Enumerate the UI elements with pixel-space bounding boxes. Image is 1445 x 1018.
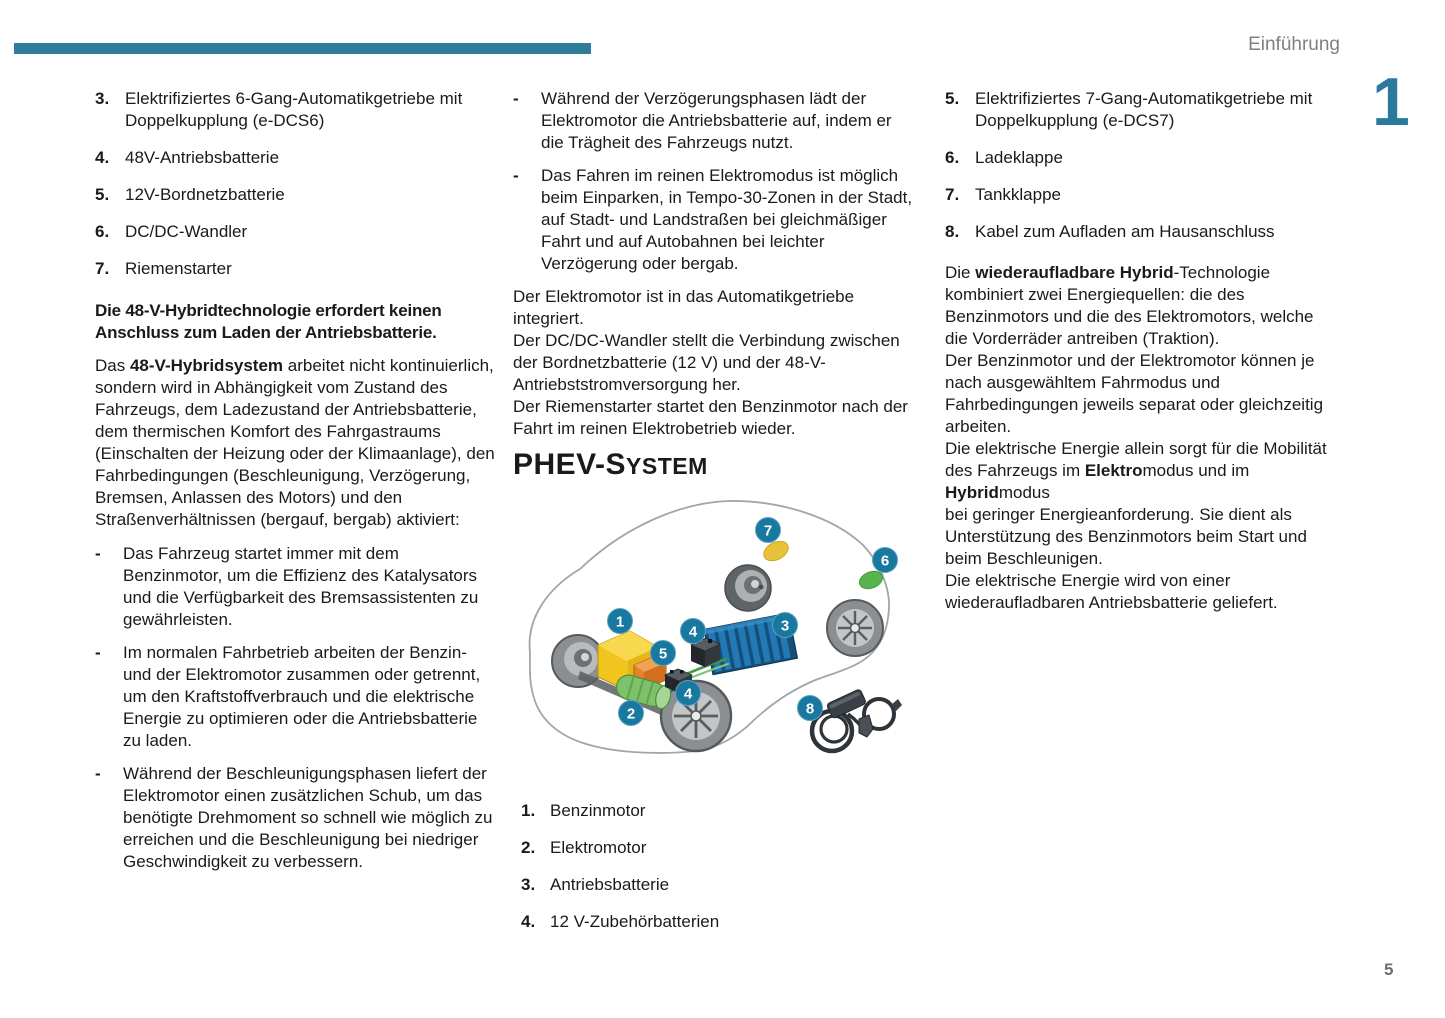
legend-item-text: Benzinmotor — [550, 801, 646, 820]
paragraph-line: Der Riemenstarter startet den Benzinmotor nach der Fahrt im reinen Elektrobetrieb wieder. — [513, 397, 908, 438]
diagram-legend — [513, 800, 913, 933]
legend-item — [521, 837, 913, 859]
bullet-text: Das Fahrzeug startet immer mit dem Benzinmotor, um die Effizienz des Katalysators und die Verfügbarkeit des Bremsassistenten zu gewährleisten. — [123, 544, 479, 629]
list-item-number: 5. — [95, 185, 110, 204]
paragraph-line: Der Elektromotor ist in das Automatikgetriebe integriert. — [513, 287, 855, 328]
list-item — [95, 147, 495, 169]
paragraph-text: modus und im — [1142, 461, 1250, 480]
paragraph-text: Die elektrische Energie allein sorgt für die Mobilität des Fahrzeugs im — [945, 439, 1327, 480]
list-item-number: 3. — [95, 89, 110, 108]
bullet-text: Während der Beschleunigungsphasen liefert der Elektromotor einen zusätzlichen Schub, um das benötigte Drehmoment so schnell wie möglich zu erreichen und die Beschleunigung bei niedriger Geschwindigkeit zu verbessern. — [123, 764, 493, 871]
bullet-marker: - — [95, 643, 101, 662]
legend-item — [521, 800, 913, 822]
legend-item — [521, 874, 913, 896]
paragraph-line: Der DC/DC-Wandler stellt die Verbindung zwischen der Bordnetzbatterie (12 V) und der 48-V-Antriebststromversorgung her. — [513, 331, 900, 394]
paragraph-bold: Elektro — [1084, 461, 1143, 480]
section-label: Einführung — [1248, 34, 1340, 55]
paragraph-bold: wiederaufladbare Hybrid — [975, 263, 1174, 282]
badge-7: 7 — [763, 522, 773, 540]
badge-6: 6 — [880, 552, 890, 570]
list-item-text: Ladeklappe — [975, 148, 1063, 167]
page-number: 5 — [1384, 960, 1394, 979]
list-item — [95, 88, 495, 132]
heading-small-caps: YSTEM — [626, 453, 708, 479]
legend-item — [521, 911, 913, 933]
paragraph-text: -Technologie kombiniert zwei Energiequellen: die des Benzinmotors und die des Elektromotors, welche die Vorderräder antreiben (Traktion). — [945, 263, 1314, 348]
paragraph — [513, 286, 913, 440]
bullet-text: Das Fahren im reinen Elektromodus ist möglich beim Einparken, in Tempo-30-Zonen in der Stadt, auf Stadt- und Landstraßen bei gleichmäßiger Fahrt und auf Autobahnen bei leichter Verzögerung oder bergab. — [541, 166, 913, 273]
list-item — [95, 221, 495, 243]
paragraph — [95, 355, 495, 531]
bold-note: Die 48-V-Hybridtechnologie erfordert keinen Anschluss zum Laden der Antriebsbatterie. — [95, 301, 442, 342]
rear-right-wheel — [827, 600, 883, 656]
bullet-marker: - — [513, 89, 519, 108]
list-item-number: 7. — [945, 185, 960, 204]
legend-item-number: 3. — [521, 875, 536, 894]
column-left — [95, 88, 495, 884]
badge-8: 8 — [805, 700, 815, 718]
bullet-marker: - — [513, 166, 519, 185]
phev-powertrain-diagram — [518, 493, 918, 788]
legend-item-text: 12 V-Zubehörbatterien — [550, 912, 720, 931]
heading-main: PHEV-S — [513, 448, 627, 481]
list-item-text: 12V-Bordnetzbatterie — [125, 185, 285, 204]
badge-4b: 4 — [683, 685, 693, 703]
list-item-number: 6. — [945, 148, 960, 167]
list-item-number: 8. — [945, 222, 960, 241]
column-right — [945, 88, 1337, 614]
paragraph-bold: Hybrid — [945, 483, 999, 502]
badge-4a: 4 — [688, 623, 698, 641]
bullet-item — [513, 165, 913, 275]
list-item-text: Tankklappe — [975, 185, 1062, 204]
bullet-list — [95, 543, 495, 873]
paragraph-text: modus — [998, 483, 1050, 502]
list-item-number: 4. — [95, 148, 110, 167]
charging-cable — [812, 689, 902, 751]
list-item — [945, 184, 1337, 206]
list-item-text: Elektrifiziertes 7-Gang-Automatikgetriebe mit Doppelkupplung (e-DCS7) — [975, 89, 1313, 130]
paragraph-text: bei geringer Energieanforderung. Sie dient als Unterstützung des Benzinmotors beim Start und beim Beschleunigen. — [945, 505, 1307, 568]
list-item — [945, 88, 1337, 132]
badge-1: 1 — [615, 613, 625, 631]
badge-2: 2 — [626, 705, 636, 723]
legend-item-text: Antriebsbatterie — [550, 875, 670, 894]
list-item-text: Elektrifiziertes 6-Gang-Automatikgetriebe mit Doppelkupplung (e-DCS6) — [125, 89, 463, 130]
chapter-number: 1 — [1372, 64, 1410, 140]
badge-5: 5 — [658, 645, 668, 663]
legend-item-number: 2. — [521, 838, 536, 857]
paragraph-text: Das — [95, 356, 130, 375]
legend-item-text: Elektromotor — [550, 838, 647, 857]
list-item-number: 5. — [945, 89, 960, 108]
rear-wheel — [725, 565, 771, 611]
bullet-text: Im normalen Fahrbetrieb arbeiten der Benzin- und der Elektromotor zusammen oder getrennt, um den Kraftstoffverbrauch und die elektrische Energie zu optimieren oder die Antriebsbatterie zu laden. — [123, 643, 481, 750]
bullet-item — [513, 88, 913, 154]
list-item — [95, 184, 495, 206]
list-item — [945, 147, 1337, 169]
paragraph-bold: 48-V-Hybridsystem — [129, 356, 284, 375]
bullet-marker: - — [95, 764, 101, 783]
bullet-item — [95, 642, 495, 752]
list-item-text: Riemenstarter — [125, 259, 232, 278]
legend-item-number: 1. — [521, 801, 536, 820]
list-item — [95, 258, 495, 280]
header-accent-bar — [14, 43, 591, 54]
paragraph-text: arbeitet nicht kontinuierlich, sondern wird in Abhängigkeit vom Zustand des Fahrzeugs, dem Ladezustand der Antriebsbatterie, dem thermischen Komfort des Fahrgastraums (Einschalten der Heizung oder der Klimaanlage), den Fahrbedingungen (Beschleunigung, Verzögerung, Bremsen, Anlassen des Motors) und den Straßenverhältnissen (bergauf, bergab) aktiviert: — [95, 356, 495, 529]
bullet-item — [95, 763, 495, 873]
bullet-marker: - — [95, 544, 101, 563]
list-item-number: 6. — [95, 222, 110, 241]
list-item — [945, 221, 1337, 243]
bullet-item — [95, 543, 495, 631]
list-item-number: 7. — [95, 259, 110, 278]
phev-system-heading — [513, 448, 913, 483]
list-item-text: DC/DC-Wandler — [125, 222, 248, 241]
list-item-text: Kabel zum Aufladen am Hausanschluss — [975, 222, 1275, 241]
paragraph-text: Die elektrische Energie wird von einer wiederaufladbaren Antriebsbatterie geliefert. — [945, 571, 1278, 612]
legend-item-number: 4. — [521, 912, 536, 931]
column-middle — [513, 88, 913, 948]
paragraph-text: Der Benzinmotor und der Elektromotor können je nach ausgewähltem Fahrmodus und Fahrbedingungen jeweils separat oder gleichzeitig arbeiten. — [945, 351, 1324, 436]
paragraph — [945, 262, 1337, 614]
bullet-text: Während der Verzögerungsphasen lädt der Elektromotor die Antriebsbatterie auf, indem er die Trägheit des Fahrzeugs nutzt. — [541, 89, 892, 152]
paragraph-text: Die — [945, 263, 976, 282]
badge-3: 3 — [780, 617, 790, 635]
list-item-text: 48V-Antriebsbatterie — [125, 148, 280, 167]
